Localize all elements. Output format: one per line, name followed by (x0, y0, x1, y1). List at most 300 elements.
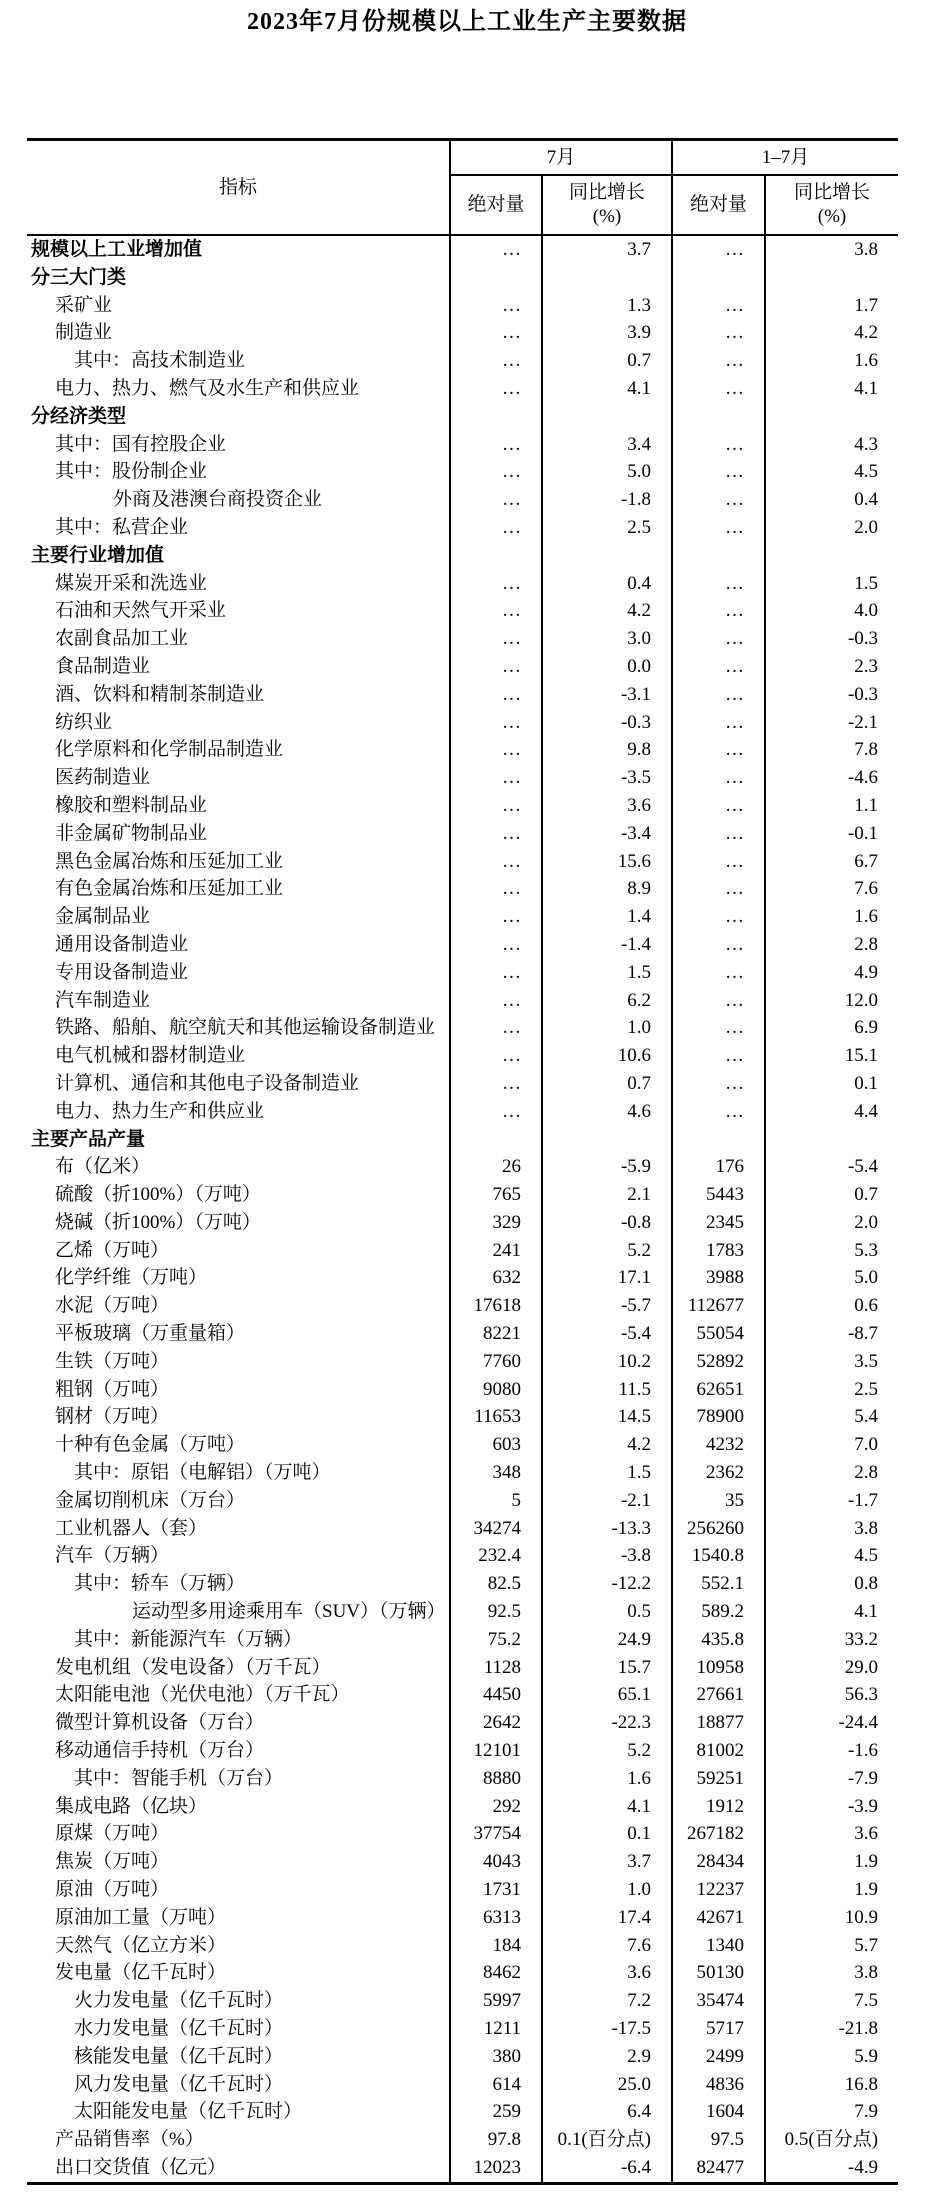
value-cell: … (450, 514, 542, 542)
value-cell: … (672, 736, 765, 764)
value-cell: 17618 (450, 1292, 542, 1320)
table-row (27, 2071, 898, 2099)
value-cell: 267182 (672, 1820, 765, 1848)
indicator-cell: 其中：智能手机（万台） (74, 1767, 284, 1789)
col-header-indicator: 指标 (27, 140, 450, 236)
value-cell: … (672, 1098, 765, 1126)
indicator-cell: 其中：私营企业 (55, 516, 189, 538)
indicator-cell: 其中：新能源汽车（万辆） (74, 1628, 303, 1650)
value-cell: 15.1 (765, 1042, 898, 1070)
value-cell: 26 (450, 1153, 542, 1181)
value-cell (542, 403, 672, 431)
table-row (27, 458, 898, 486)
value-cell: 3.8 (765, 1515, 898, 1543)
value-cell: 3.8 (765, 1959, 898, 1987)
indicator-cell: 硫酸（折100%）（万吨） (55, 1184, 261, 1206)
value-cell: 1.9 (765, 1876, 898, 1904)
indicator-cell: 钢材（万吨） (55, 1406, 170, 1428)
value-cell: 4043 (450, 1848, 542, 1876)
table-row (27, 1459, 898, 1487)
value-cell: 614 (450, 2071, 542, 2099)
value-cell: -8.7 (765, 1320, 898, 1348)
table-row (27, 903, 898, 931)
value-cell: … (672, 375, 765, 403)
table-row (27, 1403, 898, 1431)
value-cell: … (672, 458, 765, 486)
value-cell (542, 264, 672, 292)
value-cell: 632 (450, 1264, 542, 1292)
value-cell: 0.0 (542, 653, 672, 681)
yoy-label-line2: (%) (592, 206, 622, 227)
value-cell: 5.4 (765, 1403, 898, 1431)
value-cell: 0.4 (542, 570, 672, 598)
value-cell: 2.5 (765, 1376, 898, 1404)
value-cell: 1340 (672, 1932, 765, 1960)
table-row (27, 709, 898, 737)
value-cell: 1783 (672, 1237, 765, 1265)
indicator-cell: 电气机械和器材制造业 (55, 1045, 246, 1067)
table-row (27, 1292, 898, 1320)
value-cell: 1540.8 (672, 1542, 765, 1570)
value-cell: -2.1 (542, 1487, 672, 1515)
indicator-cell: 煤炭开采和洗选业 (55, 572, 208, 594)
value-cell: 1.5 (542, 1459, 672, 1487)
value-cell: 12.0 (765, 987, 898, 1015)
indicator-cell: 专用设备制造业 (55, 961, 189, 983)
table-row (27, 2043, 898, 2071)
value-cell: 7.8 (765, 736, 898, 764)
indicator-cell: 天然气（亿立方米） (55, 1934, 227, 1956)
table-row (27, 1820, 898, 1848)
indicator-cell: 黑色金属冶炼和压延加工业 (55, 850, 284, 872)
indicator-cell: 石油和天然气开采业 (55, 600, 227, 622)
table-row (27, 1264, 898, 1292)
table-row (27, 292, 898, 320)
table-row (27, 1987, 898, 2015)
indicator-cell: 发电机组（发电设备）（万千瓦） (55, 1656, 331, 1678)
value-cell: 6313 (450, 1904, 542, 1932)
value-cell: … (672, 319, 765, 347)
value-cell: 329 (450, 1209, 542, 1237)
table-row (27, 1626, 898, 1654)
indicator-cell: 原煤（万吨） (55, 1823, 170, 1845)
value-cell: … (450, 709, 542, 737)
value-cell: 75.2 (450, 1626, 542, 1654)
value-cell: 7.0 (765, 1431, 898, 1459)
table-row (27, 2126, 898, 2154)
value-cell: 552.1 (672, 1570, 765, 1598)
table-row (27, 1098, 898, 1126)
indicator-cell: 集成电路（亿块） (55, 1795, 208, 1817)
value-cell: -4.6 (765, 764, 898, 792)
value-cell: -3.8 (542, 1542, 672, 1570)
indicator-cell: 化学纤维（万吨） (55, 1267, 208, 1289)
value-cell: -5.9 (542, 1153, 672, 1181)
value-cell: 5.0 (542, 458, 672, 486)
value-cell: 5.7 (765, 1932, 898, 1960)
col-group-july: 7月 (450, 140, 672, 176)
indicator-cell: 通用设备制造业 (55, 933, 189, 955)
value-cell: … (450, 319, 542, 347)
table-row (27, 1959, 898, 1987)
value-cell: 0.4 (765, 486, 898, 514)
value-cell: 5.9 (765, 2043, 898, 2071)
indicator-cell: 焦炭（万吨） (55, 1851, 170, 1873)
value-cell: -21.8 (765, 2015, 898, 2043)
value-cell: 1.6 (765, 347, 898, 375)
value-cell: 1.5 (542, 959, 672, 987)
value-cell: 7.2 (542, 1987, 672, 2015)
value-cell: 0.1 (542, 1820, 672, 1848)
value-cell: … (672, 292, 765, 320)
indicator-cell: 工业机器人（套） (55, 1517, 208, 1539)
table-header (27, 140, 898, 236)
value-cell: 4.2 (542, 1431, 672, 1459)
value-cell: 2.0 (765, 1209, 898, 1237)
value-cell: 256260 (672, 1515, 765, 1543)
indicator-cell: 制造业 (55, 322, 113, 344)
value-cell: 3.6 (765, 1820, 898, 1848)
table-row (27, 987, 898, 1015)
value-cell: 4.1 (542, 375, 672, 403)
value-cell: … (672, 764, 765, 792)
indicator-cell: 电力、热力、燃气及水生产和供应业 (55, 377, 360, 399)
value-cell: 6.2 (542, 987, 672, 1015)
indicator-cell: 核能发电量（亿千瓦时） (74, 2045, 284, 2067)
value-cell (765, 542, 898, 570)
indicator-cell: 其中：高技术制造业 (74, 350, 246, 372)
indicator-cell: 其中：股份制企业 (55, 461, 208, 483)
indicator-cell: 汽车制造业 (55, 989, 151, 1011)
value-cell: 4.2 (542, 597, 672, 625)
value-cell: 27661 (672, 1681, 765, 1709)
indicator-cell: 十种有色金属（万吨） (55, 1434, 246, 1456)
value-cell: 380 (450, 2043, 542, 2071)
indicator-cell: 其中：轿车（万辆） (74, 1573, 246, 1595)
value-cell: 2.1 (542, 1181, 672, 1209)
value-cell: 1.9 (765, 1848, 898, 1876)
industrial-data-table (27, 138, 898, 2185)
value-cell: 241 (450, 1237, 542, 1265)
indicator-cell: 采矿业 (55, 294, 113, 316)
value-cell: … (450, 235, 542, 264)
indicator-cell: 太阳能发电量（亿千瓦时） (74, 2101, 303, 2123)
value-cell: 81002 (672, 1737, 765, 1765)
col-group-jan-jul: 1–7月 (672, 140, 898, 176)
value-cell: 62651 (672, 1376, 765, 1404)
indicator-cell: 规模以上工业增加值 (31, 239, 203, 260)
table-row (27, 764, 898, 792)
value-cell: 24.9 (542, 1626, 672, 1654)
value-cell: -3.9 (765, 1793, 898, 1821)
value-cell: … (450, 931, 542, 959)
value-cell: 2.5 (542, 514, 672, 542)
value-cell: 9080 (450, 1376, 542, 1404)
value-cell: 65.1 (542, 1681, 672, 1709)
table-row (27, 1876, 898, 1904)
indicator-cell: 计算机、通信和其他电子设备制造业 (55, 1072, 360, 1094)
indicator-cell: 纺织业 (55, 711, 113, 733)
value-cell: 3.7 (542, 235, 672, 264)
value-cell: 3.5 (765, 1348, 898, 1376)
table-row (27, 1348, 898, 1376)
value-cell: … (672, 431, 765, 459)
value-cell: … (450, 792, 542, 820)
value-cell: 0.7 (765, 1181, 898, 1209)
table-row (27, 653, 898, 681)
value-cell: 1912 (672, 1793, 765, 1821)
value-cell: -13.3 (542, 1515, 672, 1543)
value-cell: -1.7 (765, 1487, 898, 1515)
value-cell: … (450, 625, 542, 653)
indicator-cell: 火力发电量（亿千瓦时） (74, 1990, 284, 2012)
value-cell: 1128 (450, 1654, 542, 1682)
value-cell: -0.3 (542, 709, 672, 737)
page-title: 2023年7月份规模以上工业生产主要数据 (247, 9, 687, 35)
table-row (27, 848, 898, 876)
col-header-yoy-july (542, 175, 672, 235)
value-cell: 0.6 (765, 1292, 898, 1320)
value-cell: … (672, 1070, 765, 1098)
table-row (27, 1070, 898, 1098)
value-cell: 765 (450, 1181, 542, 1209)
value-cell (450, 264, 542, 292)
table-row (27, 931, 898, 959)
indicator-cell: 太阳能电池（光伏电池）（万千瓦） (55, 1684, 350, 1706)
value-cell: 1.6 (765, 903, 898, 931)
value-cell: … (450, 292, 542, 320)
table-row (27, 1681, 898, 1709)
indicator-cell: 铁路、船舶、航空航天和其他运输设备制造业 (55, 1017, 436, 1039)
table-row (27, 1737, 898, 1765)
value-cell: -24.4 (765, 1709, 898, 1737)
table-row (27, 820, 898, 848)
value-cell (450, 542, 542, 570)
value-cell: 2.3 (765, 653, 898, 681)
value-cell (542, 542, 672, 570)
indicator-cell: 其中：原铝（电解铝）（万吨） (74, 1462, 331, 1484)
value-cell: 0.7 (542, 347, 672, 375)
value-cell: 1.5 (765, 570, 898, 598)
value-cell: 1.4 (542, 903, 672, 931)
value-cell: … (450, 987, 542, 1015)
value-cell: 6.4 (542, 2098, 672, 2126)
value-cell: 2.8 (765, 1459, 898, 1487)
table-row (27, 1376, 898, 1404)
value-cell: 603 (450, 1431, 542, 1459)
value-cell: … (450, 570, 542, 598)
indicator-cell: 其中：国有控股企业 (55, 433, 227, 455)
data-table (27, 138, 898, 2185)
value-cell: 4836 (672, 2071, 765, 2099)
indicator-cell: 原油（万吨） (55, 1879, 170, 1901)
table-row (27, 2015, 898, 2043)
value-cell: -3.5 (542, 764, 672, 792)
value-cell: 82.5 (450, 1570, 542, 1598)
value-cell: 35 (672, 1487, 765, 1515)
table-row (27, 681, 898, 709)
table-row (27, 1765, 898, 1793)
value-cell: … (450, 1098, 542, 1126)
value-cell (672, 264, 765, 292)
col-header-absolute-july: 绝对量 (450, 175, 542, 235)
value-cell (450, 1126, 542, 1154)
value-cell (672, 403, 765, 431)
table-row (27, 2154, 898, 2183)
table-row (27, 792, 898, 820)
value-cell: … (450, 875, 542, 903)
value-cell: … (450, 597, 542, 625)
value-cell: 1.6 (542, 1765, 672, 1793)
value-cell: … (450, 1042, 542, 1070)
value-cell: 3.8 (765, 235, 898, 264)
indicator-cell: 风力发电量（亿千瓦时） (74, 2073, 284, 2095)
table-row (27, 431, 898, 459)
value-cell: -4.9 (765, 2154, 898, 2183)
value-cell: 1.1 (765, 792, 898, 820)
value-cell: -5.7 (542, 1292, 672, 1320)
value-cell: 59251 (672, 1765, 765, 1793)
value-cell: 42671 (672, 1904, 765, 1932)
value-cell: … (450, 848, 542, 876)
section-row (27, 403, 898, 431)
indicator-cell: 橡胶和塑料制品业 (55, 794, 208, 816)
value-cell: 50130 (672, 1959, 765, 1987)
value-cell: 4.9 (765, 959, 898, 987)
value-cell: -1.6 (765, 1737, 898, 1765)
value-cell: 2.9 (542, 2043, 672, 2071)
indicator-cell: 非金属矿物制品业 (55, 822, 208, 844)
value-cell: 4.4 (765, 1098, 898, 1126)
value-cell: … (450, 653, 542, 681)
table-row (27, 1598, 898, 1626)
value-cell: 15.6 (542, 848, 672, 876)
value-cell: … (672, 1042, 765, 1070)
table-row (27, 1181, 898, 1209)
table-body (27, 235, 898, 2183)
value-cell: 292 (450, 1793, 542, 1821)
value-cell: 1211 (450, 2015, 542, 2043)
value-cell: 11653 (450, 1403, 542, 1431)
value-cell: 5717 (672, 2015, 765, 2043)
value-cell: 1604 (672, 2098, 765, 2126)
indicator-cell: 运动型多用途乘用车（SUV）（万辆） (132, 1601, 446, 1623)
table-row (27, 1237, 898, 1265)
value-cell: 7760 (450, 1348, 542, 1376)
value-cell: 28434 (672, 1848, 765, 1876)
value-cell: … (672, 486, 765, 514)
value-cell: … (672, 848, 765, 876)
section-row (27, 235, 898, 264)
table-row (27, 1515, 898, 1543)
value-cell (542, 1126, 672, 1154)
table-row (27, 570, 898, 598)
table-row (27, 486, 898, 514)
indicator-cell: 农副食品加工业 (55, 628, 189, 650)
value-cell: 3.0 (542, 625, 672, 653)
value-cell: 33.2 (765, 1626, 898, 1654)
yoy-label-line1: 同比增长 (794, 182, 871, 203)
value-cell: 12101 (450, 1737, 542, 1765)
table-row (27, 347, 898, 375)
indicator-cell: 粗钢（万吨） (55, 1378, 170, 1400)
value-cell: 92.5 (450, 1598, 542, 1626)
value-cell: 7.6 (765, 875, 898, 903)
value-cell: 6.7 (765, 848, 898, 876)
value-cell: 25.0 (542, 2071, 672, 2099)
value-cell: … (672, 959, 765, 987)
indicator-cell: 移动通信手持机（万台） (55, 1740, 265, 1762)
value-cell: -0.8 (542, 1209, 672, 1237)
value-cell: 0.1 (765, 1070, 898, 1098)
value-cell: 2.8 (765, 931, 898, 959)
value-cell: 17.4 (542, 1904, 672, 1932)
indicator-cell: 外商及港澳台商投资企业 (113, 489, 323, 511)
value-cell: … (672, 709, 765, 737)
yoy-label-line2: (%) (817, 206, 847, 227)
indicator-cell: 发电量（亿千瓦时） (55, 1962, 227, 1984)
indicator-cell: 食品制造业 (55, 655, 151, 677)
value-cell: … (672, 987, 765, 1015)
value-cell: 4.1 (765, 1598, 898, 1626)
value-cell: … (672, 597, 765, 625)
value-cell: 5 (450, 1487, 542, 1515)
value-cell: -12.2 (542, 1570, 672, 1598)
value-cell: … (450, 903, 542, 931)
value-cell (765, 403, 898, 431)
value-cell: 4232 (672, 1431, 765, 1459)
indicator-cell: 原油加工量（万吨） (55, 1906, 227, 1928)
indicator-cell: 金属切削机床（万台） (55, 1489, 246, 1511)
value-cell: 78900 (672, 1403, 765, 1431)
indicator-cell: 水泥（万吨） (55, 1295, 170, 1317)
value-cell: 12237 (672, 1876, 765, 1904)
table-row (27, 875, 898, 903)
value-cell: … (672, 1014, 765, 1042)
value-cell: 0.8 (765, 1570, 898, 1598)
value-cell: -0.3 (765, 681, 898, 709)
value-cell: 0.5 (542, 1598, 672, 1626)
value-cell: … (450, 486, 542, 514)
indicator-cell: 烧碱（折100%）（万吨） (55, 1211, 261, 1233)
indicator-cell: 主要行业增加值 (31, 544, 165, 566)
value-cell: 7.9 (765, 2098, 898, 2126)
value-cell: -0.3 (765, 625, 898, 653)
section-row (27, 264, 898, 292)
value-cell: 7.5 (765, 1987, 898, 2015)
table-row (27, 1793, 898, 1821)
value-cell: 34274 (450, 1515, 542, 1543)
value-cell: 232.4 (450, 1542, 542, 1570)
value-cell: … (450, 681, 542, 709)
table-row (27, 1570, 898, 1598)
value-cell (765, 1126, 898, 1154)
value-cell: -1.8 (542, 486, 672, 514)
indicator-cell: 电力、热力生产和供应业 (55, 1100, 265, 1122)
indicator-cell: 平板玻璃（万重量箱） (55, 1323, 246, 1345)
table-row (27, 1209, 898, 1237)
value-cell: 5.0 (765, 1264, 898, 1292)
value-cell: 35474 (672, 1987, 765, 2015)
value-cell: 0.7 (542, 1070, 672, 1098)
table-row (27, 375, 898, 403)
value-cell: … (450, 1070, 542, 1098)
value-cell: -6.4 (542, 2154, 672, 2183)
value-cell: -5.4 (765, 1153, 898, 1181)
value-cell: 52892 (672, 1348, 765, 1376)
table-row (27, 1042, 898, 1070)
value-cell: 97.8 (450, 2126, 542, 2154)
